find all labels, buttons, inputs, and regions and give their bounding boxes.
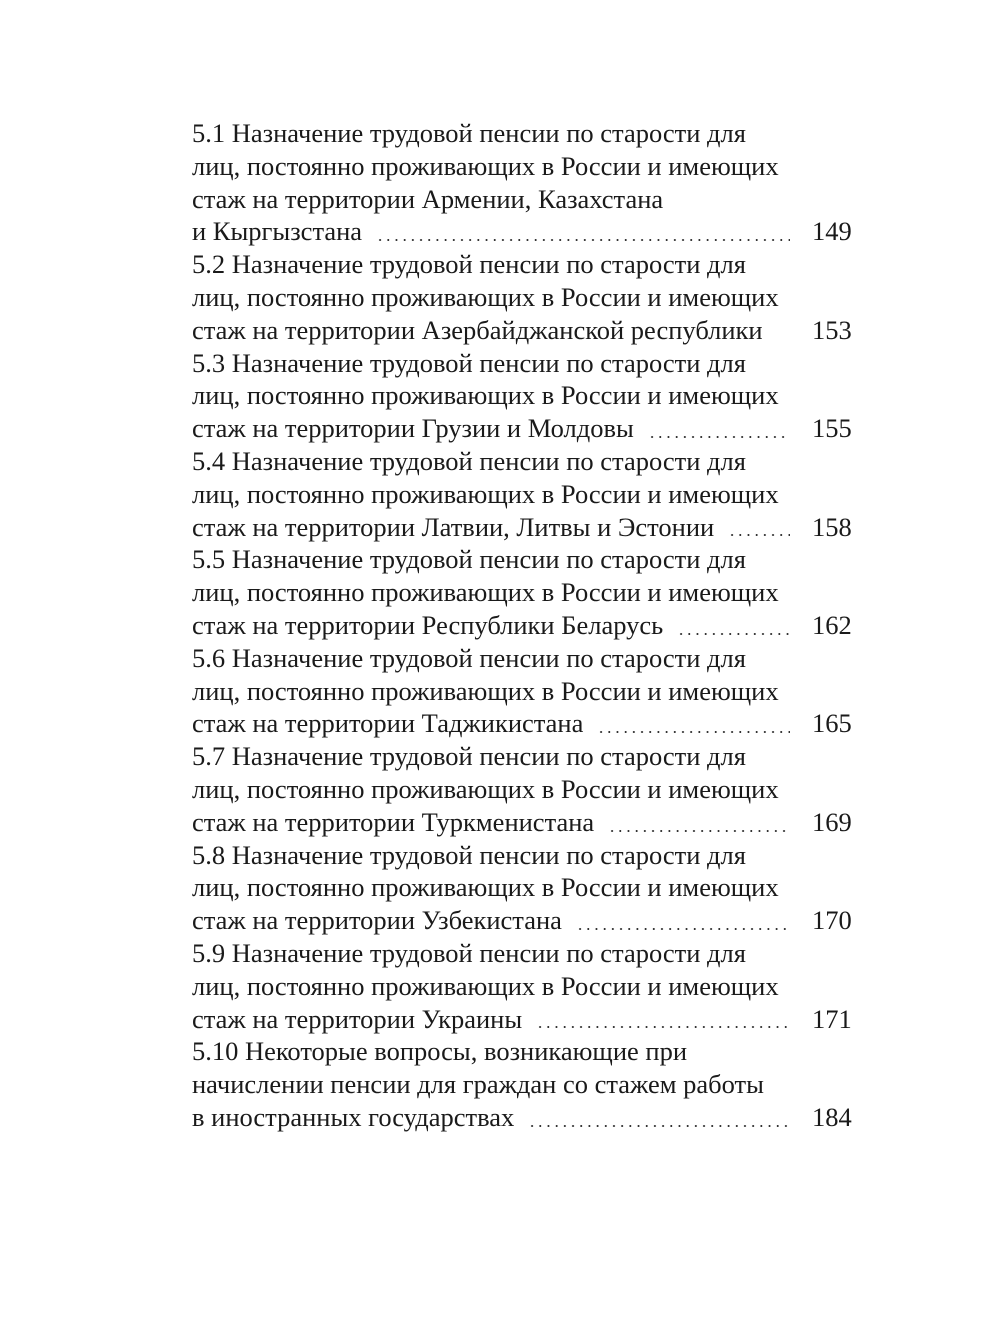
toc-entry-title-line: и Кыргызстана bbox=[192, 216, 363, 247]
toc-entry-title-line: лиц, постоянно проживающих в России и имеющих bbox=[192, 478, 779, 509]
toc-entry-title-line: стаж на территории Украины bbox=[192, 1003, 523, 1034]
toc-entry-last-line bbox=[192, 904, 852, 937]
toc-entry-title-line: 5.1 Назначение трудовой пенсии по старости для bbox=[192, 118, 746, 148]
toc-entry-title-line: 5.6 Назначение трудовой пенсии по старости для bbox=[192, 642, 746, 673]
toc-entry[interactable] bbox=[192, 1035, 852, 1133]
dot-leader bbox=[677, 633, 790, 635]
toc-entry-title-line: лиц, постоянно проживающих в России и имеющих bbox=[192, 577, 779, 608]
dot-leader bbox=[728, 534, 790, 536]
dot-leader bbox=[597, 731, 790, 733]
table-of-contents bbox=[192, 117, 852, 1134]
toc-entry-last-line bbox=[192, 314, 852, 347]
toc-entry[interactable] bbox=[192, 445, 852, 543]
toc-entry-title-line: стаж на территории Туркменистана bbox=[192, 806, 595, 837]
toc-entry-last-line bbox=[192, 1003, 852, 1036]
toc-entry-last-line bbox=[192, 412, 852, 445]
toc-entry-title-line: стаж на территории Армении, Казахстана bbox=[192, 183, 664, 214]
toc-entry-title-line: 5.4 Назначение трудовой пенсии по старости для bbox=[192, 445, 746, 476]
toc-entry-title-line: лиц, постоянно проживающих в России и имеющих bbox=[192, 773, 779, 804]
page-number: 170 bbox=[812, 905, 852, 936]
page-number: 158 bbox=[812, 511, 852, 542]
page-number: 165 bbox=[812, 708, 852, 739]
toc-entry-title-line: 5.8 Назначение трудовой пенсии по старости для bbox=[192, 839, 746, 870]
toc-entry-title-line: начислении пенсии для граждан со стажем работы bbox=[192, 1069, 764, 1100]
toc-entry-title-line: стаж на территории Азербайджанской республики bbox=[192, 314, 763, 345]
toc-entry-title-line: лиц, постоянно проживающих в России и имеющих bbox=[192, 675, 779, 706]
page-number: 162 bbox=[812, 609, 852, 640]
toc-entry-title-line: лиц, постоянно проживающих в России и имеющих bbox=[192, 970, 779, 1001]
toc-entry-title-line: лиц, постоянно проживающих в России и имеющих bbox=[192, 380, 779, 411]
toc-entry-title-line: стаж на территории Республики Беларусь bbox=[192, 609, 664, 640]
toc-entry-last-line bbox=[192, 609, 852, 642]
toc-entry[interactable] bbox=[192, 839, 852, 937]
toc-entry-title-line: стаж на территории Таджикистана bbox=[192, 708, 584, 739]
toc-entry[interactable] bbox=[192, 117, 852, 248]
page-number: 153 bbox=[812, 314, 852, 345]
toc-entry-last-line bbox=[192, 1101, 852, 1134]
toc-entry-title-line: 5.7 Назначение трудовой пенсии по старости для bbox=[192, 741, 746, 772]
toc-entry-last-line bbox=[192, 806, 852, 839]
toc-entry-last-line bbox=[192, 707, 852, 740]
toc-entry-title-line: 5.5 Назначение трудовой пенсии по старости для bbox=[192, 544, 746, 575]
toc-entry-title-line: 5.3 Назначение трудовой пенсии по старости для bbox=[192, 347, 746, 378]
toc-entry-last-line bbox=[192, 215, 852, 248]
dot-leader bbox=[777, 338, 790, 340]
toc-entry-title-line: лиц, постоянно проживающих в России и имеющих bbox=[192, 281, 779, 312]
toc-entry-title-line: в иностранных государствах bbox=[192, 1101, 515, 1132]
page-number: 169 bbox=[812, 806, 852, 837]
page-number: 149 bbox=[812, 216, 852, 247]
dot-leader bbox=[536, 1026, 790, 1028]
toc-entry-last-line bbox=[192, 511, 852, 544]
toc-entry[interactable] bbox=[192, 642, 852, 740]
toc-entry-title-line: стаж на территории Узбекистана bbox=[192, 905, 562, 936]
dot-leader bbox=[376, 239, 790, 241]
dot-leader bbox=[576, 928, 790, 930]
toc-entry[interactable] bbox=[192, 740, 852, 838]
dot-leader bbox=[528, 1125, 790, 1127]
toc-entry-title-line: 5.2 Назначение трудовой пенсии по старости для bbox=[192, 249, 746, 280]
toc-entry-title-line: 5.10 Некоторые вопросы, возникающие при bbox=[192, 1036, 688, 1067]
toc-entry[interactable] bbox=[192, 347, 852, 445]
toc-entry-title-line: 5.9 Назначение трудовой пенсии по старости для bbox=[192, 937, 746, 968]
toc-entry-title-line: лиц, постоянно проживающих в России и имеющих bbox=[192, 150, 779, 181]
toc-entry-title-line: стаж на территории Грузии и Молдовы bbox=[192, 413, 634, 444]
dot-leader bbox=[608, 830, 790, 832]
page-number: 171 bbox=[812, 1003, 852, 1034]
page-number: 155 bbox=[812, 413, 852, 444]
toc-entry-title-line: лиц, постоянно проживающих в России и имеющих bbox=[192, 872, 779, 903]
toc-entry[interactable] bbox=[192, 937, 852, 1035]
dot-leader bbox=[648, 436, 790, 438]
toc-entry[interactable] bbox=[192, 248, 852, 346]
toc-entry-title-line: стаж на территории Латвии, Литвы и Эстонии bbox=[192, 511, 715, 542]
page-number: 184 bbox=[812, 1101, 852, 1132]
toc-entry[interactable] bbox=[192, 543, 852, 641]
